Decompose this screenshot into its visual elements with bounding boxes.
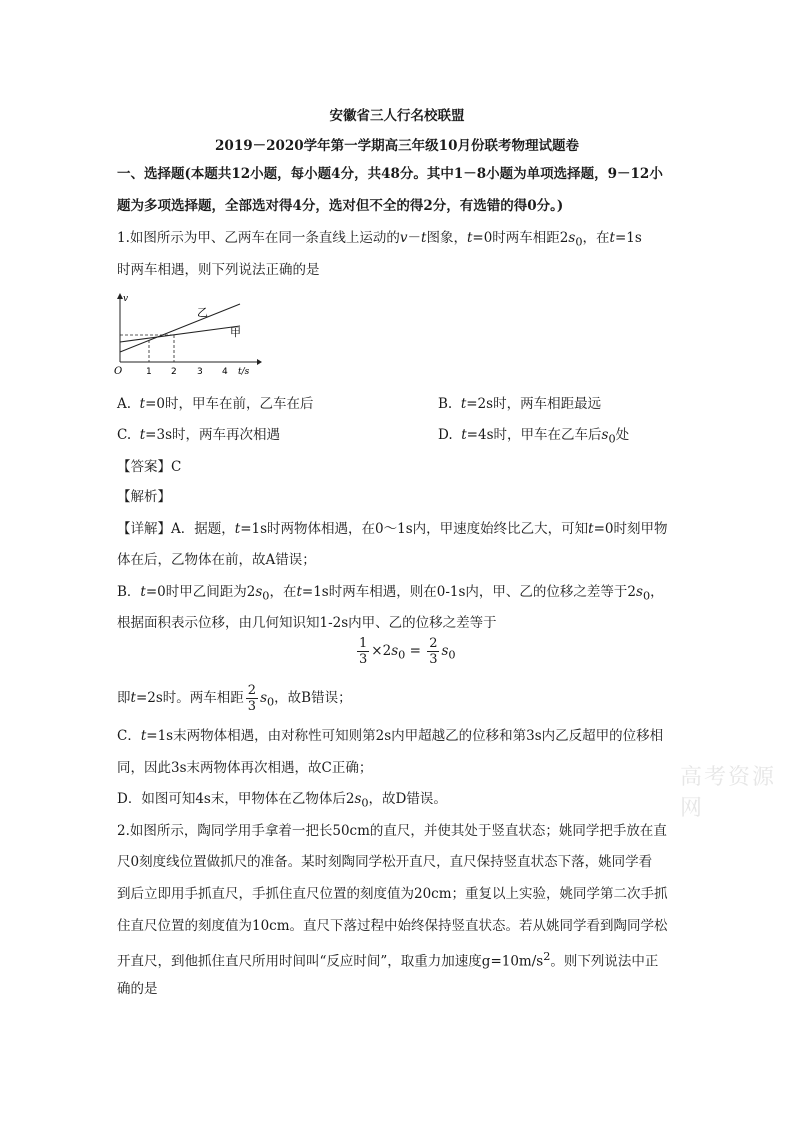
q1-option-d[interactable]: D. t=4s时，甲车在乙车后$s_0$处 (438, 427, 630, 446)
detail-b-line3: 即t=2s时。两车相距 $\frac{2}{3}$ $s_0$，故B错误； (117, 683, 352, 714)
q2-line6: 确的是 (117, 981, 158, 997)
vt-graph (112, 290, 262, 380)
q1-stem-line1: 1.如图所示为甲、乙两车在同一条直线上运动的v－t图象，t=0时两车相距$2s_0$，在t=1s (117, 230, 642, 249)
q1-option-b[interactable]: B. t=2s时，两车相距最远 (438, 396, 602, 412)
detail-a-line2: 体在后，乙物体在前，故A错误； (117, 552, 316, 568)
detail-c-line1: C．t=1s末两物体相遇，由对称性可知则第2s内甲超越乙的位移和第3s内乙反超甲的位移相 (117, 728, 664, 744)
origin-label: O (114, 366, 123, 377)
detail-a-line1: 【详解】A．据题，t=1s时两物体相遇，在0～1s内，甲速度始终比乙大，可知t=0时刻甲物 (117, 521, 668, 537)
q2-line5: 开直尺，到他抓住直尺所用时间叫“反应时间”，取重力加速度$g=10m/s^2$。则下列说法中正 (117, 950, 659, 970)
q1-option-a[interactable]: A. t=0时，甲车在前，乙车在后 (117, 396, 314, 412)
detail-b-line2: 根据面积表示位移，由几何知识知1-2s内甲、乙的位移之差等于 (117, 615, 497, 631)
q2-line4: 住直尺位置的刻度值为10cm。直尺下落过程中始终保持竖直状态。若从姚同学看到陶同学松 (117, 918, 668, 934)
x-tick-4: 4 (222, 367, 228, 377)
section-instruction-line2: 题为多项选择题，全部选对得4分，选对但不全的得2分，有选错的得0分。) (117, 198, 564, 214)
detail-b-line1: B．t=0时甲乙间距为$2s_0$，在t=1s时两车相遇，则在0-1s内，甲、乙的位移之差等于$2s_0$， (117, 584, 664, 603)
x-tick-2: 2 (171, 367, 177, 377)
label-jia: 甲 (230, 326, 241, 339)
q1-stem-line2: 时两车相遇，则下列说法正确的是 (117, 262, 320, 278)
detail-d-line1: D．如图可知4s末，甲物体在乙物体后$2s_0$，故D错误。 (117, 791, 447, 810)
x-tick-1: 1 (146, 367, 152, 377)
q2-line3: 到后立即用手抓直尺，手抓住直尺位置的刻度值为20cm；重复以上实验，姚同学第二次手抓 (117, 886, 668, 902)
detail-c-line2: 同，因此3s末两物体再次相遇，故C正确； (117, 760, 373, 776)
x-axis-label: t/s (238, 367, 250, 377)
q1-option-c[interactable]: C. t=3s时，两车再次相遇 (117, 427, 281, 443)
x-tick-3: 3 (197, 367, 203, 377)
q2-line2: 尺0刻度线位置做抓尺的准备。某时刻陶同学松开直尺，直尺保持竖直状态下落，姚同学看 (117, 854, 653, 870)
exam-subtitle: 2019－2020学年第一学期高三年级10月份联考物理试题卷 (215, 138, 579, 154)
q1-answer: 【答案】C (117, 459, 182, 475)
section-instruction-line1: 一、选择题(本题共12小题，每小题4分，共48分。其中1－8小题为单项选择题，9－12小 (117, 166, 663, 182)
q1-analysis-label: 【解析】 (117, 489, 171, 505)
watermark: 高考资源网 (680, 765, 777, 821)
q2-line1: 2.如图所示，陶同学用手拿着一把长50cm的直尺，并使其处于竖直状态；姚同学把手放在直 (117, 823, 667, 839)
formula: $\frac{1}{3}$ $\times 2s_0$ = $\frac{2}{3}$ $s_0$ (359, 636, 456, 667)
label-yi: 乙 (197, 306, 208, 319)
exam-title: 安徽省三人行名校联盟 (329, 108, 465, 124)
y-axis-label: v (123, 294, 129, 304)
